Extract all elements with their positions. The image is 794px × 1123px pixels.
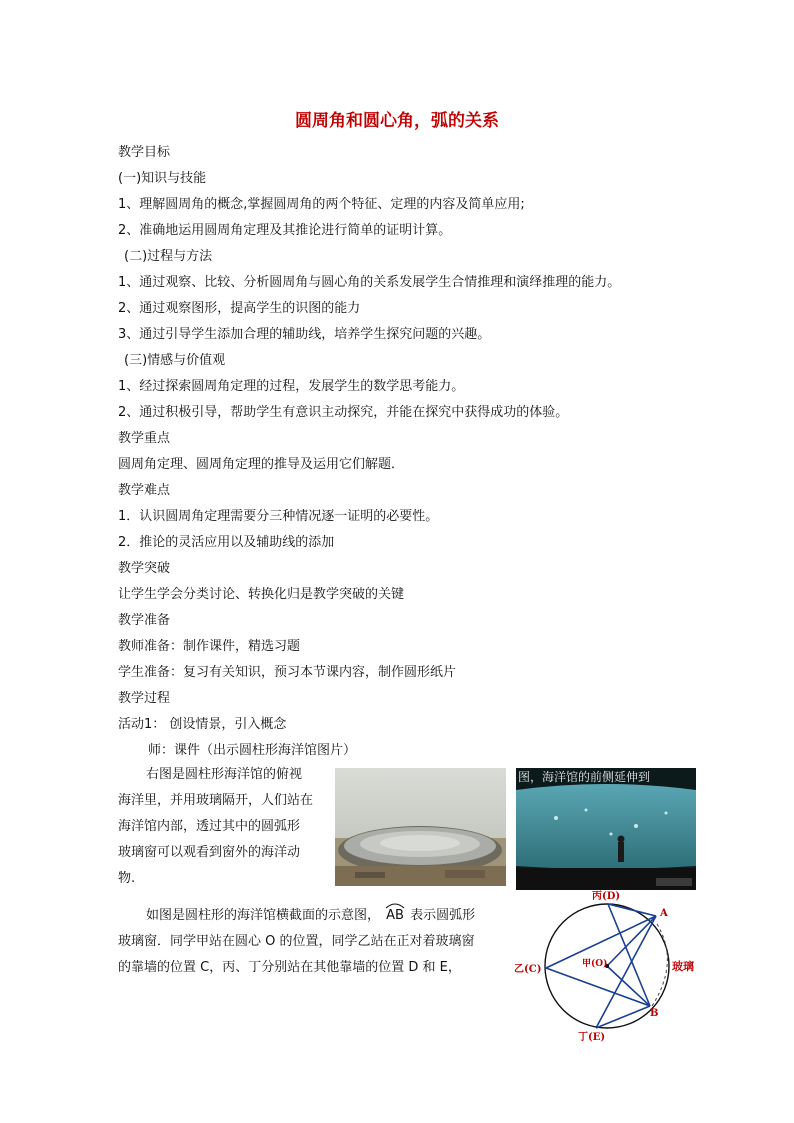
text-line: 物. (118, 871, 136, 886)
text-line: 教师准备：制作课件，精选习题 (118, 639, 301, 654)
label-d: 丙(D) (592, 891, 621, 902)
text-line (118, 903, 498, 929)
text-segment: 表示圆弧形 (410, 908, 476, 923)
heading-teaching-goals: 教学目标 (118, 145, 171, 160)
heading-difficulties: 教学难点 (118, 483, 171, 498)
text-line: 2、通过积极引导，帮助学生有意识主动探究，并能在探究中获得成功的体验。 (118, 405, 569, 420)
heading-process: 教学过程 (118, 691, 171, 706)
page-title: 圆周角和圆心角，弧的关系 (295, 111, 499, 131)
text-line: 圆周角定理、圆周角定理的推导及运用它们解题． (118, 457, 405, 472)
text-line: 玻璃窗．同学甲站在圆心 O 的位置，同学乙站在正对着玻璃窗 (118, 934, 475, 949)
text-line: 1、通过观察、比较、分析圆周角与圆心角的关系发展学生合情推理和演绎推理的能力。 (118, 275, 621, 290)
text-line: 海洋里，并用玻璃隔开，人们站在 (118, 793, 314, 808)
teacher-line: 师：课件（出示圆柱形海洋馆图片） (148, 743, 357, 758)
arc-mark-icon (384, 901, 406, 909)
paragraph-diagram-desc (118, 903, 498, 981)
text-line: 右图是圆柱形海洋馆的俯视 (146, 767, 303, 782)
text-line: 玻璃窗可以观看到窗外的海洋动 (118, 845, 301, 860)
aquarium-aerial-photo (335, 768, 506, 886)
aquarium-interior-photo (516, 768, 696, 890)
text-line: 2、准确地运用圆周角定理及其推论进行简单的证明计算。 (118, 223, 452, 238)
heading-key-points: 教学重点 (118, 431, 171, 446)
heading-preparation: 教学准备 (118, 613, 171, 628)
text-line: 3、通过引导学生添加合理的辅助线，培养学生探究问题的兴趣。 (118, 327, 491, 342)
text-segment: 如图是圆柱形的海洋馆横截面的示意图， (146, 908, 381, 923)
arc-label: AB (386, 908, 404, 923)
heading-breakthrough: 教学突破 (118, 561, 171, 576)
text-line: 1、经过探索圆周角定理的过程，发展学生的数学思考能力。 (118, 379, 465, 394)
text-line: 让学生学会分类讨论、转换化归是教学突破的关键 (118, 587, 405, 602)
text-line: 2、通过观察图形，提高学生的识图的能力 (118, 301, 361, 316)
label-a: A (660, 908, 668, 919)
circle-angle-diagram (510, 882, 710, 1042)
label-b: B (650, 1008, 659, 1019)
subheading-emotion: (三)情感与价值观 (124, 353, 226, 368)
label-glass: 玻璃 (672, 960, 694, 973)
text-line: 的靠墙的位置 C，丙、丁分别站在其他靠墙的位置 D 和 E， (118, 960, 461, 975)
activity-title: 活动1： 创设情景，引入概念 (118, 717, 287, 732)
label-o: 甲(O) (582, 959, 608, 969)
photo-caption: 图，海洋馆的前侧延伸到 (518, 770, 651, 784)
label-e: 丁(E) (578, 1032, 606, 1042)
arc-notation (384, 903, 406, 929)
label-c: 乙(C) (514, 964, 542, 975)
text-line: 1、理解圆周角的概念,掌握圆周角的两个特征、定理的内容及简单应用; (118, 197, 525, 212)
glass-arc (652, 924, 667, 1006)
text-line: 学生准备：复习有关知识，预习本节课内容，制作圆形纸片 (118, 665, 457, 680)
subheading-process: (二)过程与方法 (124, 249, 213, 264)
subheading-knowledge: (一)知识与技能 (118, 171, 207, 186)
text-line: 海洋馆内部，透过其中的圆弧形 (118, 819, 301, 834)
text-line: 2．推论的灵活应用以及辅助线的添加 (118, 535, 335, 550)
text-line: 1．认识圆周角定理需要分三种情况逐一证明的必要性。 (118, 509, 439, 524)
paragraph-intro (118, 762, 328, 892)
